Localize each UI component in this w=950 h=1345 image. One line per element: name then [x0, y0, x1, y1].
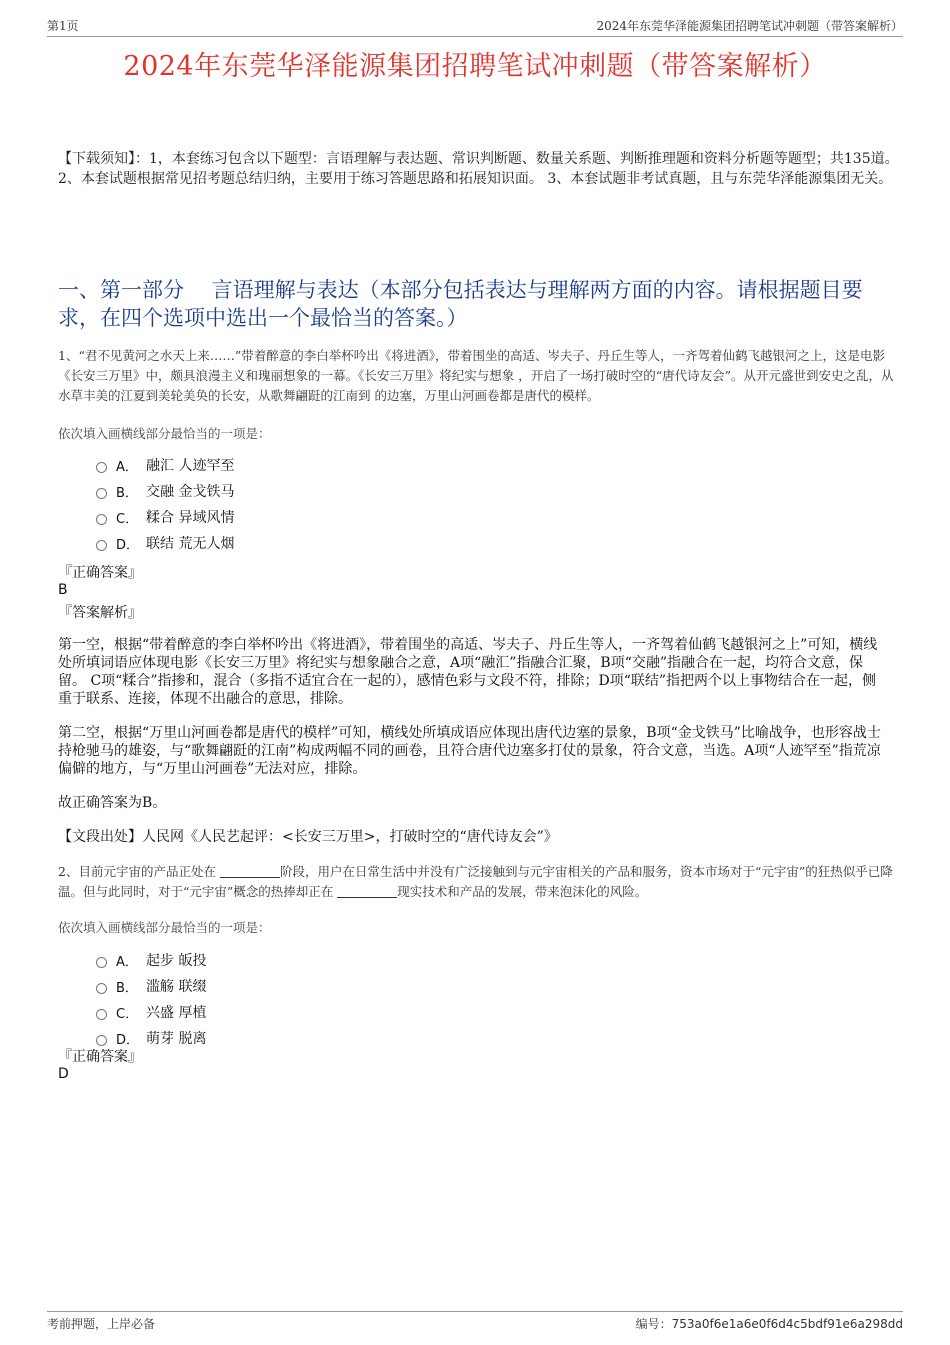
question-2-part: 现实技术和产品的发展，带来泡沫化的风险。 [397, 884, 648, 899]
analysis-conclusion: 故正确答案为B。 [58, 795, 167, 811]
option-key: D． [116, 1032, 140, 1048]
analysis-paragraph: 第二空，根据“万里山河画卷都是唐代的模样”可知，横线处所填成语应体现出唐代边塞的景象，B项“金戈铁马”比喻战争，也形容战士持枪驰马的雄姿，与“歌舞翩跹的江南”构成两幅不同的画卷，且符合唐代边塞多打仗的景象，符合文意，当选。A项“人迹罕至”指荒凉偏僻的地方，与“万里山河画卷”无法对应，排除。 [58, 725, 881, 777]
correct-answer-label: 『正确答案』 [58, 1049, 142, 1065]
radio-icon[interactable] [96, 514, 107, 525]
option-key: B． [116, 980, 138, 996]
option-key: A． [116, 954, 138, 970]
document-title: 2024年东莞华泽能源集团招聘笔试冲刺题（带答案解析） [123, 51, 827, 82]
question-2-part: 阶段，用户在日常生活中并没有广泛接触到与元宇宙相关的产品和服务，资本市场对于“元宇宙”的狂热似乎已降温。但与此同时，对于“元宇宙”概念的热捧却正在 [58, 864, 893, 899]
analysis-paragraph: 第一空，根据“带着醉意的李白举杯吟出《将进酒》，带着围坐的高适、岑夫子、丹丘生等人，一齐驾着仙鹤飞越银河之上”可知，横线处所填词语应体现电影《长安三万里》将纪实与想象融合之意，A项“融汇”指融合汇聚，B项“交融”指融合在一起，均符合文意，保留。 C项“糅合”指掺和，混合（多指不适宜合在一起的），感情色彩与文段不符，排除；D项“联结”指把两个以上事物结合在一起，侧重于联系、连接，体现不出融合的意思，排除。 [58, 637, 878, 707]
option-text: 交融 金戈铁马 [146, 484, 235, 500]
page-header [47, 14, 903, 37]
question-2-part: 2、目前元宇宙的产品正处在 [58, 864, 220, 879]
header-doc-title: 2024年东莞华泽能源集团招聘笔试冲刺题（带答案解析） [596, 19, 903, 33]
question-1-prompt: 依次填入画横线部分最恰当的一项是： [58, 426, 271, 441]
option-c[interactable] [96, 999, 206, 1025]
option-text: 兴盛 厚植 [146, 1005, 207, 1021]
correct-answer: B [58, 582, 68, 598]
radio-icon[interactable] [96, 957, 107, 968]
option-key: D． [116, 537, 140, 553]
question-2-text [58, 862, 900, 902]
option-text: 起步 皈投 [146, 953, 207, 969]
radio-icon[interactable] [96, 488, 107, 499]
blank-line [220, 864, 280, 878]
option-a[interactable] [96, 947, 206, 973]
option-text: 萌芽 脱离 [146, 1031, 207, 1047]
page-number: 第1页 [47, 19, 79, 33]
option-text: 联结 荒无人烟 [146, 536, 235, 552]
radio-icon[interactable] [96, 1035, 107, 1046]
question-2-prompt: 依次填入画横线部分最恰当的一项是： [58, 920, 271, 935]
radio-icon[interactable] [96, 1009, 107, 1020]
page-footer [47, 1311, 903, 1332]
correct-answer: D [58, 1066, 69, 1082]
radio-icon[interactable] [96, 462, 107, 473]
question-1-text: 1、“君不见黄河之水天上来……”带着醉意的李白举杯吟出《将进酒》，带着围坐的高适、岑夫子、丹丘生等人，一齐驾着仙鹤飞越银河之上，这是电影《长安三万里》中，颇具浪漫主义和瑰丽想象的一幕。《长安三万里》将纪实与想象 ，开启了一场打破时空的“唐代诗友会”。从开元盛世到安史之乱，从水草丰美的江夏到美轮美奂的长安，从歌舞翩跹的江南到 的边塞，万里山河画卷都是唐代的模样。 [58, 348, 894, 403]
section-heading: 一、第一部分 言语理解与表达（本部分包括表达与理解两方面的内容。请根据题目要求，在四个选项中选出一个最恰当的答案。） [58, 278, 863, 330]
option-key: A． [116, 459, 138, 475]
option-a[interactable] [96, 452, 234, 478]
code-value: 753a0f6e1a6e0f6d4c5bdf91e6a298dd [671, 1317, 903, 1331]
option-key: C． [116, 1006, 139, 1022]
footer-slogan: 考前押题，上岸必备 [47, 1317, 156, 1331]
option-c[interactable] [96, 504, 234, 530]
option-key: C． [116, 511, 139, 527]
question-1-options [96, 452, 234, 556]
option-text: 融汇 人迹罕至 [146, 458, 235, 474]
option-key: B． [116, 485, 138, 501]
document-code [636, 1315, 903, 1332]
option-text: 滥觞 联缀 [146, 979, 207, 995]
code-label: 编号： [635, 1317, 672, 1331]
option-b[interactable] [96, 973, 206, 999]
correct-answer-label: 『正确答案』 [58, 565, 142, 581]
option-b[interactable] [96, 478, 234, 504]
radio-icon[interactable] [96, 540, 107, 551]
question-2-options [96, 947, 206, 1051]
radio-icon[interactable] [96, 983, 107, 994]
blank-line [337, 884, 397, 898]
option-text: 糅合 异域风情 [146, 510, 235, 526]
download-notice: 【下载须知】：1，本套练习包含以下题型：言语理解与表达题、常识判断题、数量关系题、判断推理题和资料分析题等题型；共135道。 2、本套试题根据常见招考题总结归纳，主要用于练习答题思路和拓展知识面。 3、本套试题非考试真题，且与东莞华泽能源集团无关。 [58, 151, 899, 187]
option-d[interactable] [96, 530, 234, 556]
source-note: 【文段出处】人民网《人民艺起评：<长安三万里>，打破时空的“唐代诗友会”》 [58, 829, 558, 845]
analysis-label: 『答案解析』 [58, 605, 142, 621]
